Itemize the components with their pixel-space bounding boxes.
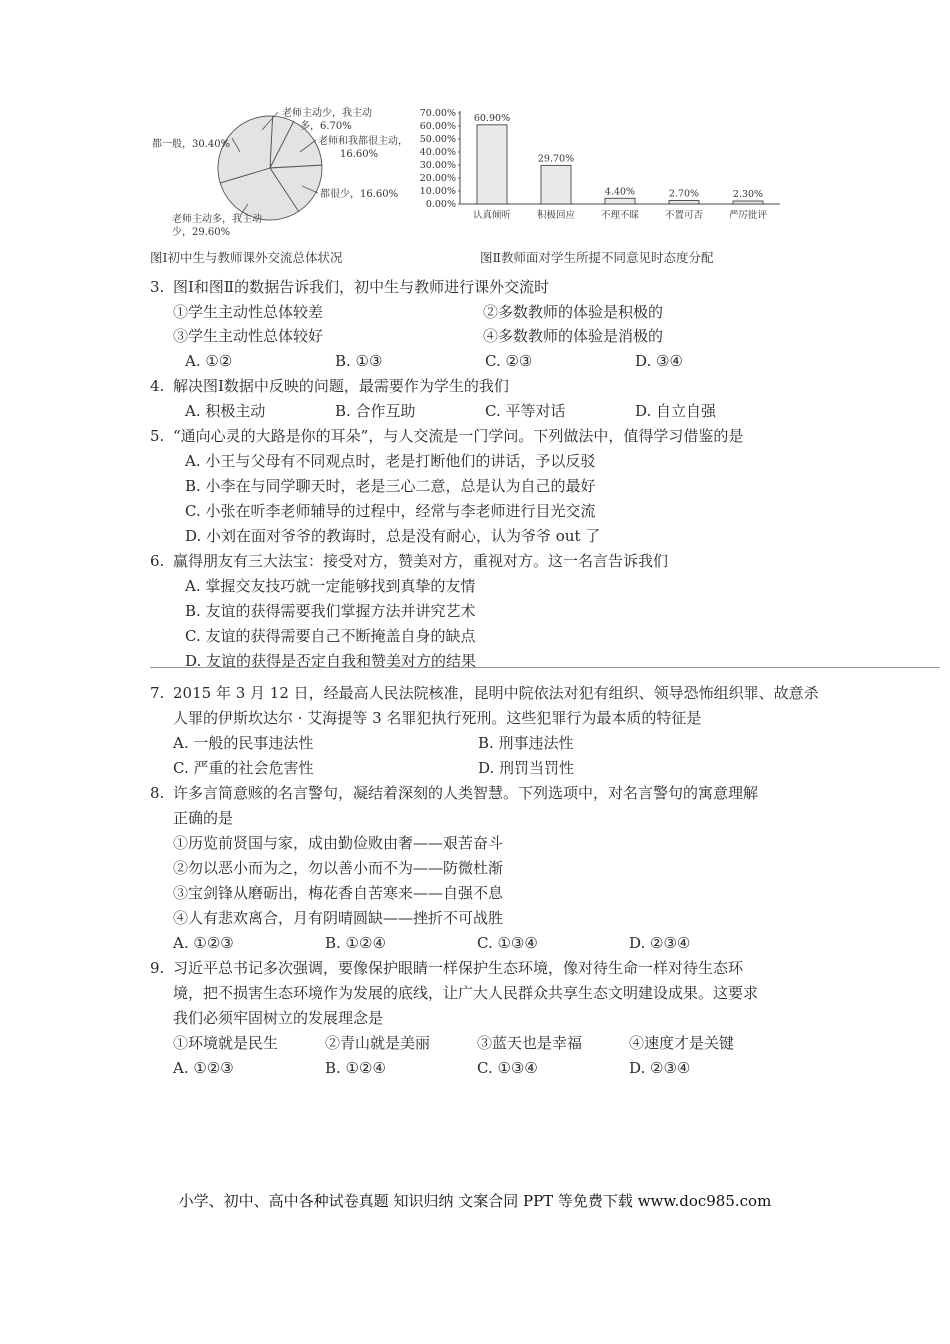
q6-option-c[interactable]: C. 友谊的获得需要自己不断掩盖自身的缺点 [185, 627, 476, 645]
q8-option-d[interactable]: D. ②③④ [629, 934, 691, 952]
pie-label-5: 老师主动多，我主动 [172, 214, 262, 225]
q8-option-a[interactable]: A. ①②③ [173, 934, 234, 952]
q7-option-b[interactable]: B. 刑事违法性 [478, 734, 574, 752]
q7-stem-line-2: 人罪的伊斯坎达尔 · 艾海提等 3 名罪犯执行死刑。这些犯罪行为最本质的特征是 [173, 709, 702, 727]
bar-category-label: 积极回应 [536, 210, 576, 221]
q5-option-a[interactable]: A. 小王与父母有不同观点时，老是打断他们的讲话，予以反驳 [185, 452, 596, 470]
q3-stem: 图Ⅰ和图Ⅱ的数据告诉我们，初中生与教师进行课外交流时 [173, 278, 550, 296]
q9-stem-line-3: 我们必须牢固树立的发展理念是 [173, 1009, 384, 1027]
pie-label-3: 都一般，30.40% [152, 139, 231, 150]
q7-option-d[interactable]: D. 刑罚当罚性 [478, 759, 575, 777]
q4-option-d[interactable]: D. 自立自强 [635, 402, 717, 420]
q5-stem: “通向心灵的大路是你的耳朵”，与人交流是一门学问。下列做法中，值得学习借鉴的是 [173, 427, 744, 445]
q3-statement-3: ③学生主动性总体较好 [173, 327, 324, 345]
bar-value-label: 60.90% [473, 112, 511, 124]
q4-option-b[interactable]: B. 合作互助 [335, 402, 416, 420]
q6-option-d[interactable]: D. 友谊的获得是否定自我和赞美对方的结果 [185, 652, 477, 670]
q6-number: 6. [150, 552, 165, 570]
pie-label-5b: 少，29.60% [172, 227, 231, 238]
pie-label-2b: 16.60% [340, 149, 379, 160]
bar-value-label: 4.40% [604, 186, 636, 198]
bar-y-tick: 50.00% [419, 134, 456, 145]
figure-2-caption: 图Ⅱ教师面对学生所提不同意见时态度分配 [480, 250, 714, 265]
q9-statement-3: ③蓝天也是幸福 [477, 1034, 583, 1052]
q4-number: 4. [150, 377, 165, 395]
bar-category-label: 认真倾听 [472, 210, 512, 221]
pie-label-1b: 多，6.70% [300, 121, 352, 132]
q8-statement-3: ③宝剑锋从磨砺出，梅花香自苦寒来——自强不息 [173, 884, 504, 902]
q9-option-d[interactable]: D. ②③④ [629, 1059, 691, 1077]
q5-number: 5. [150, 427, 165, 445]
q8-stem-line-1: 许多言简意赅的名言警句，凝结着深刻的人类智慧。下列选项中，对名言警句的寓意理解 [173, 784, 759, 802]
bar-5 [733, 201, 763, 204]
bar-chart [420, 108, 780, 221]
bar-4 [669, 200, 699, 204]
bar-value-label: 29.70% [537, 153, 575, 165]
footer-text[interactable]: 小学、初中、高中各种试卷真题 知识归纳 文案合同 PPT 等免费下载 www.doc985.com [178, 1192, 772, 1210]
q9-option-a[interactable]: A. ①②③ [173, 1059, 234, 1077]
figures-svg [150, 100, 790, 240]
q8-stem-line-2: 正确的是 [173, 809, 234, 827]
bar-value-label: 2.70% [668, 188, 700, 200]
bar-3 [605, 198, 635, 204]
q4-stem: 解决图Ⅰ数据中反映的问题，最需要作为学生的我们 [173, 377, 509, 395]
q7-option-c[interactable]: C. 严重的社会危害性 [173, 759, 314, 777]
bar-2 [541, 165, 571, 204]
q3-statement-1: ①学生主动性总体较差 [173, 303, 324, 321]
q8-number: 8. [150, 784, 165, 802]
q4-option-a[interactable]: A. 积极主动 [185, 402, 266, 420]
q4-option-c[interactable]: C. 平等对话 [485, 402, 566, 420]
q3-statement-4: ④多数教师的体验是消极的 [483, 327, 664, 345]
q8-option-b[interactable]: B. ①②④ [325, 934, 386, 952]
bar-y-tick: 10.00% [419, 186, 456, 197]
bar-y-tick: 20.00% [419, 173, 456, 184]
figure-1-caption: 图Ⅰ初中生与教师课外交流总体状况 [150, 250, 343, 265]
q9-statement-2: ②青山就是美丽 [325, 1034, 431, 1052]
q5-option-b[interactable]: B. 小李在与同学聊天时，老是三心二意，总是认为自己的最好 [185, 477, 596, 495]
pie-label-2: 老师和我都很主动， [318, 136, 408, 147]
q9-number: 9. [150, 959, 165, 977]
q3-option-b[interactable]: B. ①③ [335, 352, 383, 370]
q9-statement-4: ④速度才是关键 [629, 1034, 735, 1052]
q8-statement-1: ①历览前贤国与家，成由勤俭败由奢——艰苦奋斗 [173, 834, 504, 852]
q6-option-b[interactable]: B. 友谊的获得需要我们掌握方法并讲究艺术 [185, 602, 476, 620]
q9-statement-1: ①环境就是民生 [173, 1034, 279, 1052]
q5-option-c[interactable]: C. 小张在听李老师辅导的过程中，经常与李老师进行目光交流 [185, 502, 596, 520]
page-divider [150, 667, 940, 668]
q9-option-b[interactable]: B. ①②④ [325, 1059, 386, 1077]
q7-stem-line-1: 2015 年 3 月 12 日，经最高人民法院核准，昆明中院依法对犯有组织、领导恐怖组织罪、故意杀 [173, 684, 819, 702]
q9-stem-line-1: 习近平总书记多次强调，要像保护眼睛一样保护生态环境，像对待生命一样对待生态环 [173, 959, 744, 977]
q9-stem-line-2: 境，把不损害生态环境作为发展的底线，让广大人民群众共享生态文明建设成果。这要求 [173, 984, 759, 1002]
pie-label-1: 老师主动少，我主动 [282, 108, 372, 119]
q3-number: 3. [150, 278, 165, 296]
bar-1 [477, 125, 507, 204]
q3-option-a[interactable]: A. ①② [185, 352, 233, 370]
bar-category-label: 不理不睬 [600, 210, 640, 221]
q6-stem: 赢得朋友有三大法宝：接受对方，赞美对方，重视对方。这一名言告诉我们 [173, 552, 669, 570]
bar-y-tick: 60.00% [419, 121, 456, 132]
q7-number: 7. [150, 684, 165, 702]
bar-y-tick: 30.00% [419, 160, 456, 171]
q8-statement-2: ②勿以恶小而为之，勿以善小而不为——防微杜渐 [173, 859, 504, 877]
q8-option-c[interactable]: C. ①③④ [477, 934, 538, 952]
bar-y-tick: 0.00% [425, 199, 456, 210]
q8-statement-4: ④人有悲欢离合，月有阴晴圆缺——挫折不可战胜 [173, 909, 504, 927]
pie-label-4: 都很少，16.60% [320, 189, 399, 200]
bar-category-label: 严厉批评 [728, 210, 768, 221]
q3-option-d[interactable]: D. ③④ [635, 352, 683, 370]
bar-y-tick: 40.00% [419, 147, 456, 158]
bar-category-label: 不置可否 [664, 210, 704, 221]
q5-option-d[interactable]: D. 小刘在面对爷爷的教诲时，总是没有耐心，认为爷爷 out 了 [185, 527, 601, 545]
q7-option-a[interactable]: A. 一般的民事违法性 [173, 734, 314, 752]
q3-statement-2: ②多数教师的体验是积极的 [483, 303, 664, 321]
q6-option-a[interactable]: A. 掌握交友技巧就一定能够找到真挚的友情 [185, 577, 476, 595]
q3-option-c[interactable]: C. ②③ [485, 352, 533, 370]
figures [150, 100, 790, 272]
bar-value-label: 2.30% [732, 189, 764, 201]
q9-option-c[interactable]: C. ①③④ [477, 1059, 538, 1077]
bar-y-tick: 70.00% [419, 108, 456, 119]
